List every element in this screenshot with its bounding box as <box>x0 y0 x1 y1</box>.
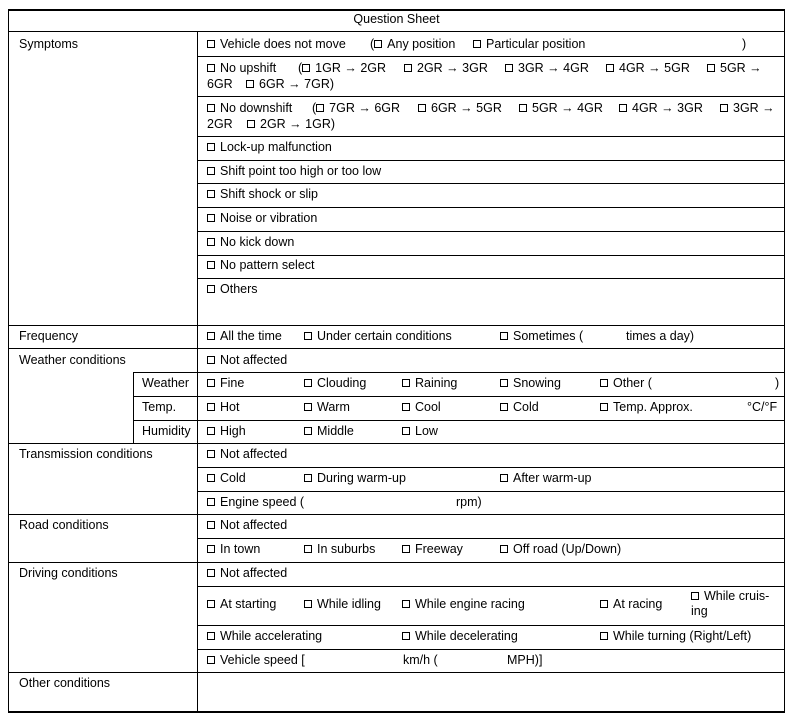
checkbox-icon[interactable] <box>207 656 215 664</box>
upshift-2-3[interactable]: 2GR → 3GR <box>404 61 488 76</box>
checkbox-icon[interactable] <box>304 474 312 482</box>
checkbox-icon[interactable] <box>207 379 215 387</box>
engine-racing-option[interactable]: While engine racing <box>402 597 525 612</box>
checkbox-icon[interactable] <box>374 40 382 48</box>
checkbox-icon[interactable] <box>304 332 312 340</box>
warm-option[interactable]: Warm <box>304 400 350 415</box>
downshift-3-2[interactable]: 3GR → <box>720 101 775 116</box>
cool-option[interactable]: Cool <box>402 400 441 415</box>
paren-close: ) <box>775 376 780 390</box>
checkbox-icon[interactable] <box>207 143 215 151</box>
checkbox-icon[interactable] <box>246 80 254 88</box>
driving-not-affected-option[interactable]: Not affected <box>207 566 287 581</box>
freeway-option[interactable]: Freeway <box>402 542 463 557</box>
high-option[interactable]: High <box>207 424 246 439</box>
checkbox-icon[interactable] <box>304 379 312 387</box>
any-position-option[interactable]: ( Any position <box>370 37 456 51</box>
checkbox-icon[interactable] <box>500 545 508 553</box>
checkbox-icon[interactable] <box>402 600 410 608</box>
upshift-wrap-text: 6GR <box>207 77 233 91</box>
in-suburbs-option[interactable]: In suburbs <box>304 542 375 557</box>
temp-sub-label: Temp. <box>142 400 177 414</box>
symptoms-label: Symptoms <box>19 37 79 51</box>
clouding-option[interactable]: Clouding <box>304 376 366 391</box>
kmh-text: km/h ( <box>403 653 438 667</box>
middle-option[interactable]: Middle <box>304 424 354 439</box>
cold-weather-option[interactable]: Cold <box>500 400 539 415</box>
low-option[interactable]: Low <box>402 424 438 439</box>
all-the-time-option[interactable]: All the time <box>207 329 282 344</box>
kick-down-option[interactable]: No kick down <box>207 235 294 250</box>
checkbox-icon[interactable] <box>707 64 715 72</box>
checkbox-icon[interactable] <box>207 498 215 506</box>
accelerating-option[interactable]: While accelerating <box>207 629 322 644</box>
checkbox-icon[interactable] <box>302 64 310 72</box>
question-sheet <box>8 9 785 713</box>
noise-option[interactable]: Noise or vibration <box>207 211 317 226</box>
rpm-text: rpm) <box>456 495 482 509</box>
transmission-not-affected-option[interactable]: Not affected <box>207 447 287 462</box>
checkbox-icon[interactable] <box>207 356 215 364</box>
checkbox-icon[interactable] <box>402 379 410 387</box>
downshift-wrap-text: 2GR <box>207 117 233 131</box>
upshift-3-4[interactable]: 3GR → 4GR <box>505 61 589 76</box>
off-road-option[interactable]: Off road (Up/Down) <box>500 542 621 557</box>
snowing-option[interactable]: Snowing <box>500 376 561 391</box>
decelerating-option[interactable]: While decelerating <box>402 629 518 644</box>
checkbox-icon[interactable] <box>402 427 410 435</box>
downshift-7-6[interactable]: ( 7GR → 6GR <box>312 101 401 115</box>
engine-speed-option[interactable]: Engine speed ( <box>207 495 304 510</box>
checkbox-icon[interactable] <box>207 285 215 293</box>
checkbox-icon[interactable] <box>207 261 215 269</box>
frequency-label: Frequency <box>19 329 79 343</box>
upshift-4-5[interactable]: 4GR → 5GR <box>606 61 690 76</box>
times-a-day-text: times a day) <box>626 329 695 343</box>
checkbox-icon[interactable] <box>500 332 508 340</box>
shift-shock-option[interactable]: Shift shock or slip <box>207 187 318 202</box>
downshift-4-3[interactable]: 4GR → 3GR <box>619 101 703 116</box>
temp-approx-option[interactable]: Temp. Approx. <box>600 400 693 415</box>
checkbox-icon[interactable] <box>619 104 627 112</box>
other-conditions-field[interactable] <box>199 674 783 710</box>
downshift-2-1[interactable]: 2GR → 1GR) <box>247 117 335 132</box>
upshift-1-2[interactable]: ( 1GR → 2GR <box>298 61 387 75</box>
weather-not-affected-option[interactable]: Not affected <box>207 353 287 368</box>
checkbox-icon[interactable] <box>207 214 215 222</box>
checkbox-icon[interactable] <box>402 403 410 411</box>
weather-label: Weather conditions <box>19 353 126 367</box>
checkbox-icon[interactable] <box>404 64 412 72</box>
hot-option[interactable]: Hot <box>207 400 239 415</box>
checkbox-icon[interactable] <box>720 104 728 112</box>
in-town-option[interactable]: In town <box>207 542 260 557</box>
checkbox-icon[interactable] <box>600 600 608 608</box>
mph-text: MPH)] <box>507 653 543 667</box>
checkbox-icon[interactable] <box>207 238 215 246</box>
while-cruising-wrap: ing <box>691 604 708 618</box>
pattern-select-option[interactable]: No pattern select <box>207 258 315 273</box>
paren-close: ) <box>742 37 747 51</box>
transmission-cold-option[interactable]: Cold <box>207 471 246 486</box>
road-label: Road conditions <box>19 518 109 532</box>
vehicle-not-move-option[interactable]: Vehicle does not move <box>207 37 346 52</box>
checkbox-icon[interactable] <box>600 379 608 387</box>
checkbox-icon[interactable] <box>600 403 608 411</box>
downshift-5-4[interactable]: 5GR → 4GR <box>519 101 603 116</box>
checkbox-icon[interactable] <box>606 64 614 72</box>
temp-unit: °C/°F <box>747 400 778 414</box>
during-warmup-option[interactable]: During warm-up <box>304 471 406 486</box>
while-idling-option[interactable]: While idling <box>304 597 381 612</box>
particular-position-option[interactable]: Particular position <box>473 37 585 52</box>
while-cruising-option[interactable]: While cruis- <box>691 589 769 604</box>
after-warmup-option[interactable]: After warm-up <box>500 471 592 486</box>
checkbox-icon[interactable] <box>207 167 215 175</box>
checkbox-icon[interactable] <box>519 104 527 112</box>
turning-option[interactable]: While turning (Right/Left) <box>600 629 751 644</box>
checkbox-icon[interactable] <box>473 40 481 48</box>
checkbox-icon[interactable] <box>207 403 215 411</box>
checkbox-icon[interactable] <box>304 545 312 553</box>
other-weather-option[interactable]: Other ( <box>600 376 652 391</box>
at-racing-option[interactable]: At racing <box>600 597 662 612</box>
road-not-affected-option[interactable]: Not affected <box>207 518 287 533</box>
driving-label: Driving conditions <box>19 566 118 580</box>
checkbox-icon[interactable] <box>505 64 513 72</box>
no-upshift-option[interactable]: No upshift <box>207 61 276 76</box>
transmission-label: Transmission conditions <box>19 447 153 461</box>
checkbox-icon[interactable] <box>500 474 508 482</box>
checkbox-icon[interactable] <box>207 190 215 198</box>
checkbox-icon[interactable] <box>691 592 699 600</box>
checkbox-icon[interactable] <box>418 104 426 112</box>
upshift-5-6[interactable]: 5GR → <box>707 61 762 76</box>
page-title: Question Sheet <box>353 12 440 26</box>
checkbox-icon[interactable] <box>600 632 608 640</box>
checkbox-icon[interactable] <box>207 600 215 608</box>
checkbox-icon[interactable] <box>207 545 215 553</box>
checkbox-icon[interactable] <box>207 632 215 640</box>
checkbox-icon[interactable] <box>304 600 312 608</box>
others-option[interactable]: Others <box>207 282 258 297</box>
checkbox-icon[interactable] <box>207 104 215 112</box>
checkbox-icon[interactable] <box>207 569 215 577</box>
sometimes-option[interactable]: Sometimes ( <box>500 329 583 344</box>
other-conditions-label: Other conditions <box>19 676 111 690</box>
lockup-option[interactable]: Lock-up malfunction <box>207 140 332 155</box>
checkbox-icon[interactable] <box>207 64 215 72</box>
checkbox-icon[interactable] <box>500 403 508 411</box>
checkbox-icon[interactable] <box>207 332 215 340</box>
checkbox-icon[interactable] <box>207 427 215 435</box>
checkbox-icon[interactable] <box>247 120 255 128</box>
downshift-6-5[interactable]: 6GR → 5GR <box>418 101 502 116</box>
checkbox-icon[interactable] <box>304 427 312 435</box>
checkbox-icon[interactable] <box>207 474 215 482</box>
checkbox-icon[interactable] <box>402 632 410 640</box>
checkbox-icon[interactable] <box>500 379 508 387</box>
raining-option[interactable]: Raining <box>402 376 457 391</box>
fine-option[interactable]: Fine <box>207 376 244 391</box>
vehicle-speed-option[interactable]: Vehicle speed [ <box>207 653 305 668</box>
weather-sub-label: Weather <box>142 376 190 390</box>
shift-point-option[interactable]: Shift point too high or too low <box>207 164 381 179</box>
checkbox-icon[interactable] <box>207 521 215 529</box>
certain-conditions-option[interactable]: Under certain conditions <box>304 329 452 344</box>
at-starting-option[interactable]: At starting <box>207 597 276 612</box>
checkbox-icon[interactable] <box>402 545 410 553</box>
humidity-sub-label: Humidity <box>142 424 191 438</box>
no-downshift-option[interactable]: No downshift <box>207 101 292 116</box>
checkbox-icon[interactable] <box>316 104 324 112</box>
upshift-6-7[interactable]: 6GR → 7GR) <box>246 77 334 92</box>
checkbox-icon[interactable] <box>304 403 312 411</box>
checkbox-icon[interactable] <box>207 40 215 48</box>
checkbox-icon[interactable] <box>207 450 215 458</box>
